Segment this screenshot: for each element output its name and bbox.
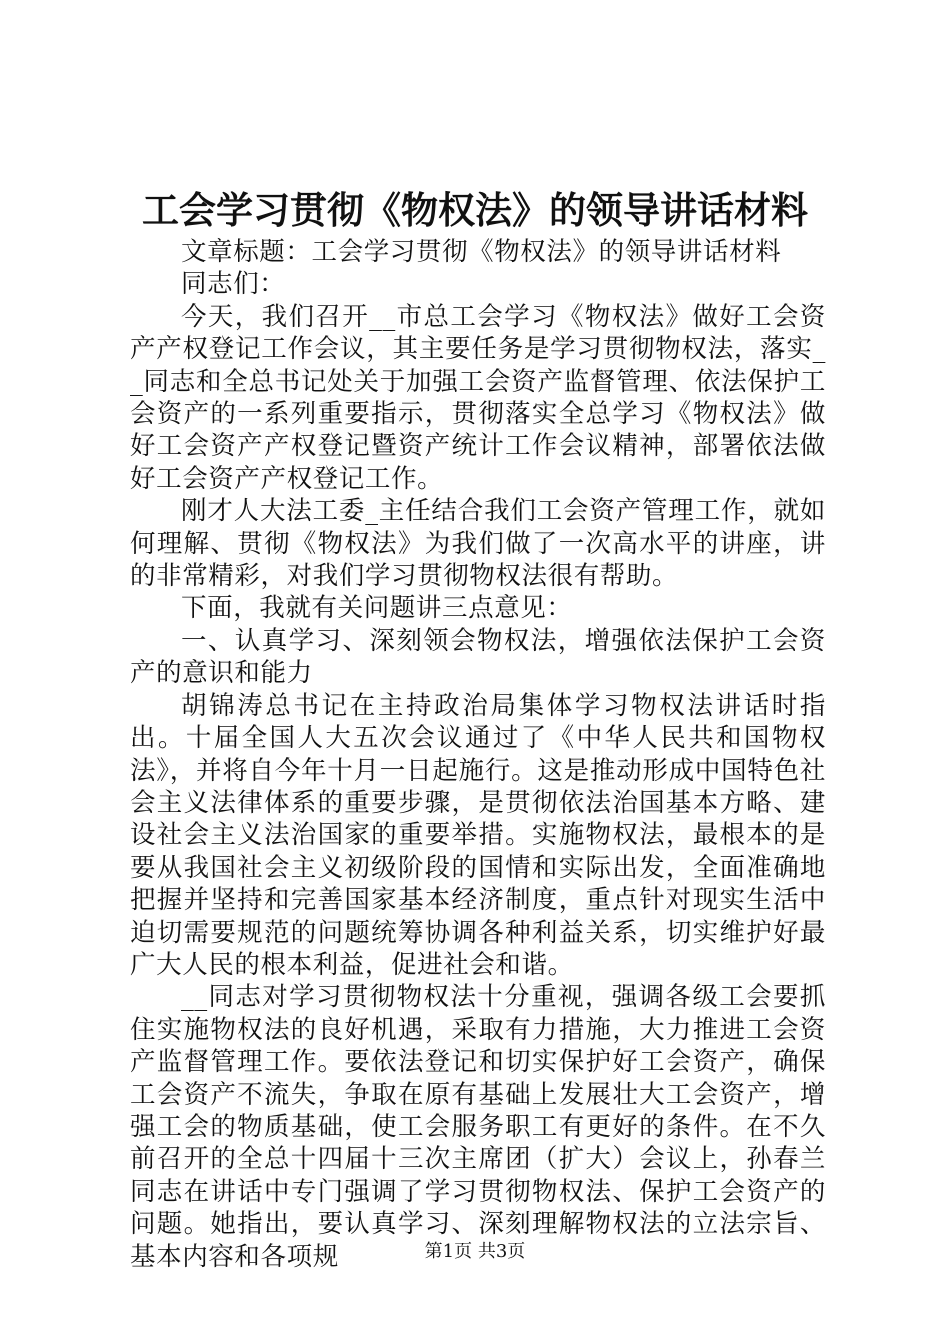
paragraph: 胡锦涛总书记在主持政治局集体学习物权法讲话时指出。十届全国人大五次会议通过了《中华人民共和国物权法》，并将自今年十月一日起施行。这是推动形成中国特色社会主义法律体系的重要步骤，是贯彻依法治国基本方略、建设社会主义法治国家的重要举措。实施物权法，最根本的是要从我国社会主义初级阶段的国情和实际出发，全面准确地把握并坚持和完善国家基本经济制度，重点针对现实生活中迫切需要规范的问题统筹协调各种利益关系，切实维护好最广大人民的根本利益，促进社会和谐。 [130,690,826,980]
paragraph: 下面，我就有关问题讲三点意见： [181,593,573,624]
paragraph: __同志对学习贯彻物权法十分重视，强调各级工会要抓住实施物权法的良好机遇，采取有力措施，大力推进工会资产监督管理工作。要依法登记和切实保护好工会资产，确保工会资产不流失，争取在原有基础上发展壮大工会资产，增强工会的物质基础，使工会服务职工有更好的条件。在不久前召开的全总十四届十三次主席团（扩大）会议上，孙春兰同志在讲话中专门强调了学习贯彻物权法、保护工会资产的问题。她指出，要认真学习、深刻理解物权法的立法宗旨、基本内容和各项规 [130,982,826,1272]
document-title: 工会学习贯彻《物权法》的领导讲话材料 [142,188,808,232]
paragraph: 刚才人大法工委_主任结合我们工会资产管理工作，就如何理解、贯彻《物权法》为我们做了一次高水平的讲座，讲的非常精彩，对我们学习贯彻物权法很有帮助。 [130,496,826,592]
article-title-line: 文章标题：工会学习贯彻《物权法》的领导讲话材料 [181,237,782,267]
salutation: 同志们： [181,269,286,300]
document-body [130,236,826,1273]
section-heading: 一、认真学习、深刻领会物权法，增强依法保护工会资产的意识和能力 [130,625,826,689]
page-number-footer: 第1页 共3页 [424,1241,526,1262]
paragraph: 今天，我们召开__市总工会学习《物权法》做好工会资产产权登记工作会议，其主要任务是学习贯彻物权法，落实__同志和全总书记处关于加强工会资产监督管理、依法保护工会资产的一系列重要指示，贯彻落实全总学习《物权法》做好工会资产产权登记暨资产统计工作会议精神，部署依法做好工会资产产权登记工作。 [130,301,826,494]
